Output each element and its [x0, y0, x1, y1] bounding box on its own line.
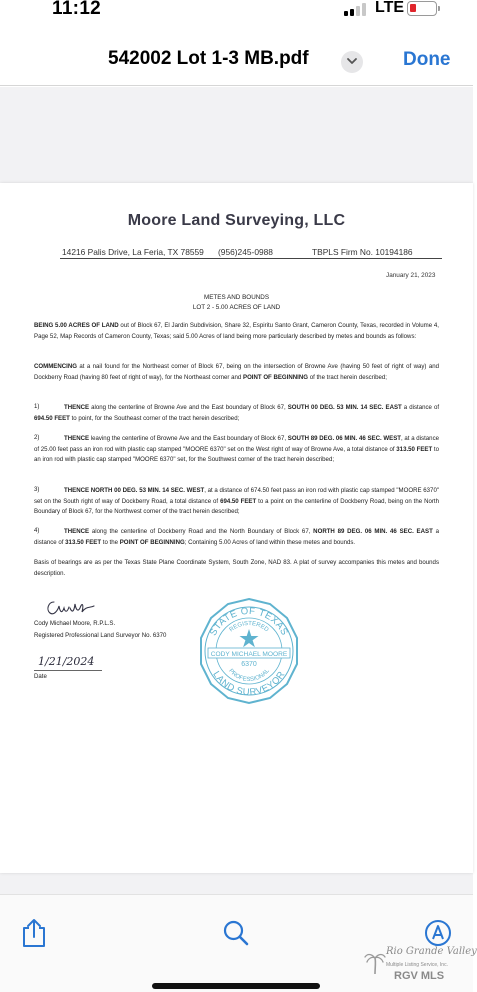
home-indicator[interactable]	[152, 983, 320, 989]
watermark-short: RGV MLS	[394, 970, 445, 982]
done-button[interactable]: Done	[403, 49, 451, 70]
seal-number: 6370	[241, 661, 257, 668]
course-2	[34, 434, 439, 466]
search-icon[interactable]	[222, 919, 250, 947]
c4-d: a distance of	[34, 528, 439, 546]
paragraph-commencing	[34, 362, 439, 383]
p2-end: of the tract herein described;	[308, 373, 387, 381]
signal-icon	[344, 3, 368, 16]
c2-e: 313.50 FEET	[396, 445, 433, 453]
surveyor-seal-icon	[194, 596, 304, 706]
p2-bold: COMMENCING	[34, 363, 77, 370]
course-4	[34, 527, 439, 548]
status-bar	[0, 0, 473, 22]
c3-d: to a point on the centerline of Dockberry Road, being on the North Boundary of Block 67, for the Northwest corner of the tract herein described;	[34, 497, 439, 516]
c4-b: along the centerline of Dockberry Road and the North Boundary of Block 67,	[89, 528, 314, 535]
c1-a: THENCE	[64, 404, 90, 411]
battery-tip	[438, 6, 440, 11]
heading-lot: LOT 2 - 5.00 ACRES OF LAND	[192, 304, 281, 311]
seal-registered: REGISTERED	[228, 620, 270, 634]
watermark-brand: Rio Grande Valley	[386, 946, 477, 957]
p1-bold: BEING 5.00 ACRES OF LAND	[34, 322, 119, 329]
surveyor-name: Cody Michael Moore, R.P.L.S.	[34, 620, 116, 627]
seal-state: STATE OF TEXAS	[207, 605, 291, 638]
date-label: Date	[34, 673, 47, 680]
c1-e: 694.50 FEET	[34, 414, 70, 422]
p2-bold2: POINT OF BEGINNING	[243, 373, 309, 381]
markup-icon[interactable]	[424, 919, 452, 947]
seal-name: CODY MICHAEL MOORE	[210, 651, 288, 658]
p1-rest: out of Block 67, El Jardin Subdivision, Share 32, Espiritu Santo Grant, Cameron County, Texas, recorded in Volume 4, Page 52, Map Records of Cameron County, Texas; said 5.00 Acres of land being more particularly described by metes and bounds as follows:	[34, 322, 439, 340]
course-number-1: 1)	[34, 403, 40, 410]
handwritten-date-icon	[38, 653, 95, 669]
chevron-down-icon[interactable]	[341, 51, 363, 73]
basis-of-bearings: Basis of bearings are as per the Texas State Plane Coordinate System, South Zone, NAD 83. A plat of survey accompanies this metes and bounds description.	[34, 559, 439, 577]
seal-bottom: LAND SURVEYOR	[210, 669, 288, 699]
c4-g: POINT OF BEGINNING	[119, 538, 185, 546]
paragraph-being	[34, 321, 439, 342]
c2-f: to an iron rod with plastic cap stamped "MOORE 6370" set, for the Southwest corner of the tract herein described;	[34, 445, 439, 464]
watermark-sub: Multiple Listing Service, Inc.	[386, 962, 448, 968]
date-line	[34, 670, 102, 671]
c2-d: , at a distance of 25.00 feet pass an iron rod with plastic cap stamped "MOORE 6370" set on the West right of way of Browne Ave, a total distance of	[34, 435, 439, 453]
palm-tree-icon	[364, 950, 386, 976]
document-date: January 21, 2023	[386, 272, 436, 279]
course-1	[34, 403, 439, 424]
c2-c: SOUTH 89 DEG. 06 MIN. 46 SEC. WEST	[287, 435, 401, 442]
c1-c: SOUTH 00 DEG. 53 MIN. 14 SEC. EAST	[287, 404, 402, 411]
network-label: LTE	[375, 0, 405, 16]
c4-e: 313.50 FEET	[65, 538, 102, 546]
heading-metes: METES AND BOUNDS	[203, 294, 270, 301]
handwritten-date: 1/21/2024	[38, 655, 95, 668]
document-title[interactable]: 542002 Lot 1-3 MB.pdf	[108, 48, 309, 69]
course-number-4: 4)	[34, 527, 40, 534]
company-name: Moore Land Surveying, LLC	[127, 212, 346, 229]
c3-a: THENCE NORTH 00 DEG. 53 MIN. 14 SEC. WEST	[64, 487, 205, 494]
c2-b: leaving the centerline of Browne Ave and the East boundary of Block 67,	[89, 435, 288, 442]
star-icon	[240, 629, 259, 647]
company-phone: (956)245-0988	[218, 247, 273, 257]
surveyor-title: Registered Professional Land Surveyor No. 6370	[34, 632, 167, 639]
c4-h: ; Containing 5.00 Acres of land within these metes and bounds.	[184, 538, 356, 546]
c3-c: 694.50 FEET	[220, 497, 257, 505]
c1-b: along the centerline of Browne Ave and the East boundary of Block 67,	[89, 404, 288, 411]
c4-a: THENCE	[64, 528, 90, 535]
course-number-2: 2)	[34, 434, 40, 441]
nav-bar	[0, 22, 473, 86]
c4-c: NORTH 89 DEG. 06 MIN. 46 SEC. EAST	[313, 528, 433, 535]
c3-b: , at a distance of 674.50 feet pass an iron rod with plastic cap stamped "MOORE 6370" set on the South right of way of Dockberry Road, a total distance of	[34, 487, 439, 505]
firm-number: TBPLS Firm No. 10194186	[312, 247, 413, 257]
course-3	[34, 486, 439, 518]
header-rule	[60, 258, 442, 259]
seal-professional: PROFESSIONAL	[227, 668, 271, 684]
course-number-3: 3)	[34, 486, 40, 493]
c1-d: a distance of	[401, 404, 440, 411]
p2-mid: at a nail found for the Northeast corner of Block 67, being on the intersection of Browne Ave (having 50 feet of right of way) and Dockberry Road (having 80 feet of right of way), for the Northeast corner and	[34, 363, 439, 381]
c1-f: to point, for the Southeast corner of the tract herein described;	[69, 414, 240, 422]
share-icon[interactable]	[20, 918, 48, 948]
company-address: 14216 Palis Drive, La Feria, TX 78559	[62, 247, 204, 257]
c4-f: to the	[101, 538, 120, 546]
rgv-mls-watermark	[364, 946, 477, 992]
c2-a: THENCE	[64, 435, 90, 442]
signature-icon	[44, 596, 104, 620]
status-time: 11:12	[52, 0, 102, 19]
battery-icon	[407, 1, 437, 16]
